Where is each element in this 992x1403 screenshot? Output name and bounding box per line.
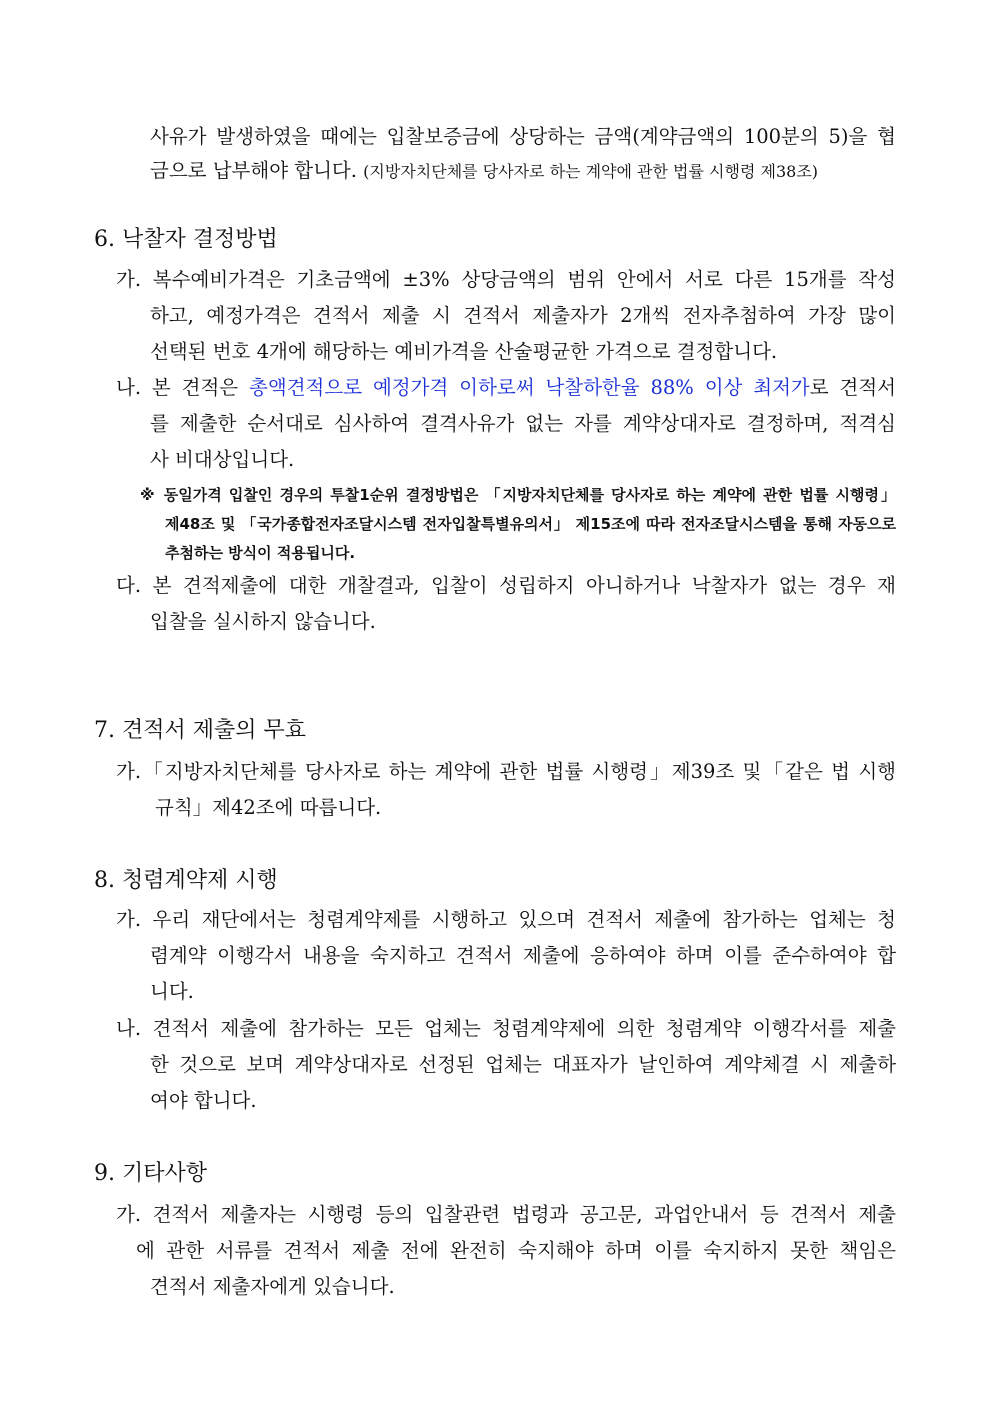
paragraph-line: 다. 본 견적제출에 대한 개찰결과, 입찰이 성립하지 아니하거나 낙찰자가 없는 경우 재 xyxy=(116,574,896,597)
paragraph-line xyxy=(116,376,896,400)
paragraph-line: 입찰을 실시하지 않습니다. xyxy=(150,610,376,633)
paragraph-line: 선택된 번호 4개에 해당하는 예비가격을 산술평균한 가격으로 결정합니다. xyxy=(150,340,778,363)
paragraph-line: 여야 합니다. xyxy=(150,1089,257,1112)
law-reference: (지방자치단체를 당사자로 하는 계약에 관한 법률 시행령 제38조) xyxy=(363,162,819,181)
paragraph-line: 에 관한 서류를 견적서 제출 전에 완전히 숙지해야 하며 이를 숙지하지 못한 책임은 xyxy=(136,1239,896,1262)
paragraph-text: 나. 본 견적은 xyxy=(116,376,250,399)
paragraph-line: 가. 견적서 제출자는 시행령 등의 입찰관련 법령과 공고문, 과업안내서 등 견적서 제출 xyxy=(116,1203,896,1226)
paragraph-line: 나. 견적서 제출에 참가하는 모든 업체는 청렴계약제에 의한 청렴계약 이행각서를 제출 xyxy=(116,1017,896,1040)
paragraph-line: 를 제출한 순서대로 심사하여 결격사유가 없는 자를 계약상대자로 결정하며, 적격심 xyxy=(150,412,896,435)
section-9-title: 9. 기타사항 xyxy=(94,1161,207,1186)
paragraph-line: 규칙」제42조에 따릅니다. xyxy=(155,796,382,819)
paragraph-line: 니다. xyxy=(150,980,194,1003)
section-8-title: 8. 청렴계약제 시행 xyxy=(94,868,278,893)
note-line: 제48조 및 「국가종합전자조달시스템 전자입찰특별유의서」 제15조에 따라 전자조달시스템을 통해 자동으로 xyxy=(165,515,896,533)
paragraph-line: 가. 복수예비가격은 기초금액에 ±3% 상당금액의 범위 안에서 서로 다른 15개를 작성 xyxy=(116,268,896,291)
section-7-title: 7. 견적서 제출의 무효 xyxy=(94,718,306,743)
paragraph-line xyxy=(150,159,896,184)
paragraph-line: 사유가 발생하였을 때에는 입찰보증금에 상당하는 금액(계약금액의 100분의 5)을 협 xyxy=(150,125,896,148)
paragraph-text: 금으로 납부해야 합니다. xyxy=(150,159,357,182)
paragraph-line: 견적서 제출자에게 있습니다. xyxy=(150,1275,395,1298)
paragraph-line: 렴계약 이행각서 내용을 숙지하고 견적서 제출에 응하여야 하며 이를 준수하여야 합 xyxy=(150,944,896,967)
paragraph-line: 하고, 예정가격은 견적서 제출 시 견적서 제출자가 2개씩 전자추첨하여 가장 많이 xyxy=(150,304,896,327)
paragraph-line: 가. 우리 재단에서는 청렴계약제를 시행하고 있으며 견적서 제출에 참가하는 업체는 청 xyxy=(116,908,896,931)
paragraph-line: 한 것으로 보며 계약상대자로 선정된 업체는 대표자가 날인하여 계약체결 시 제출하 xyxy=(150,1053,896,1076)
paragraph-line: 사 비대상입니다. xyxy=(150,448,295,471)
note-line: 추첨하는 방식이 적용됩니다. xyxy=(165,544,356,562)
paragraph-line: 가.「지방자치단체를 당사자로 하는 계약에 관한 법률 시행령」제39조 및「같은 법 시행 xyxy=(116,760,896,783)
section-6-title: 6. 낙찰자 결정방법 xyxy=(94,227,278,252)
highlighted-text: 총액견적으로 예정가격 이하로써 낙찰하한율 88% 이상 최저가 xyxy=(249,376,810,399)
note-line: ※ 동일가격 입찰인 경우의 투찰1순위 결정방법은 「지방자치단체를 당사자로 하는 계약에 관한 법률 시행령」 xyxy=(140,486,896,504)
paragraph-text: 로 견적서 xyxy=(809,376,897,399)
